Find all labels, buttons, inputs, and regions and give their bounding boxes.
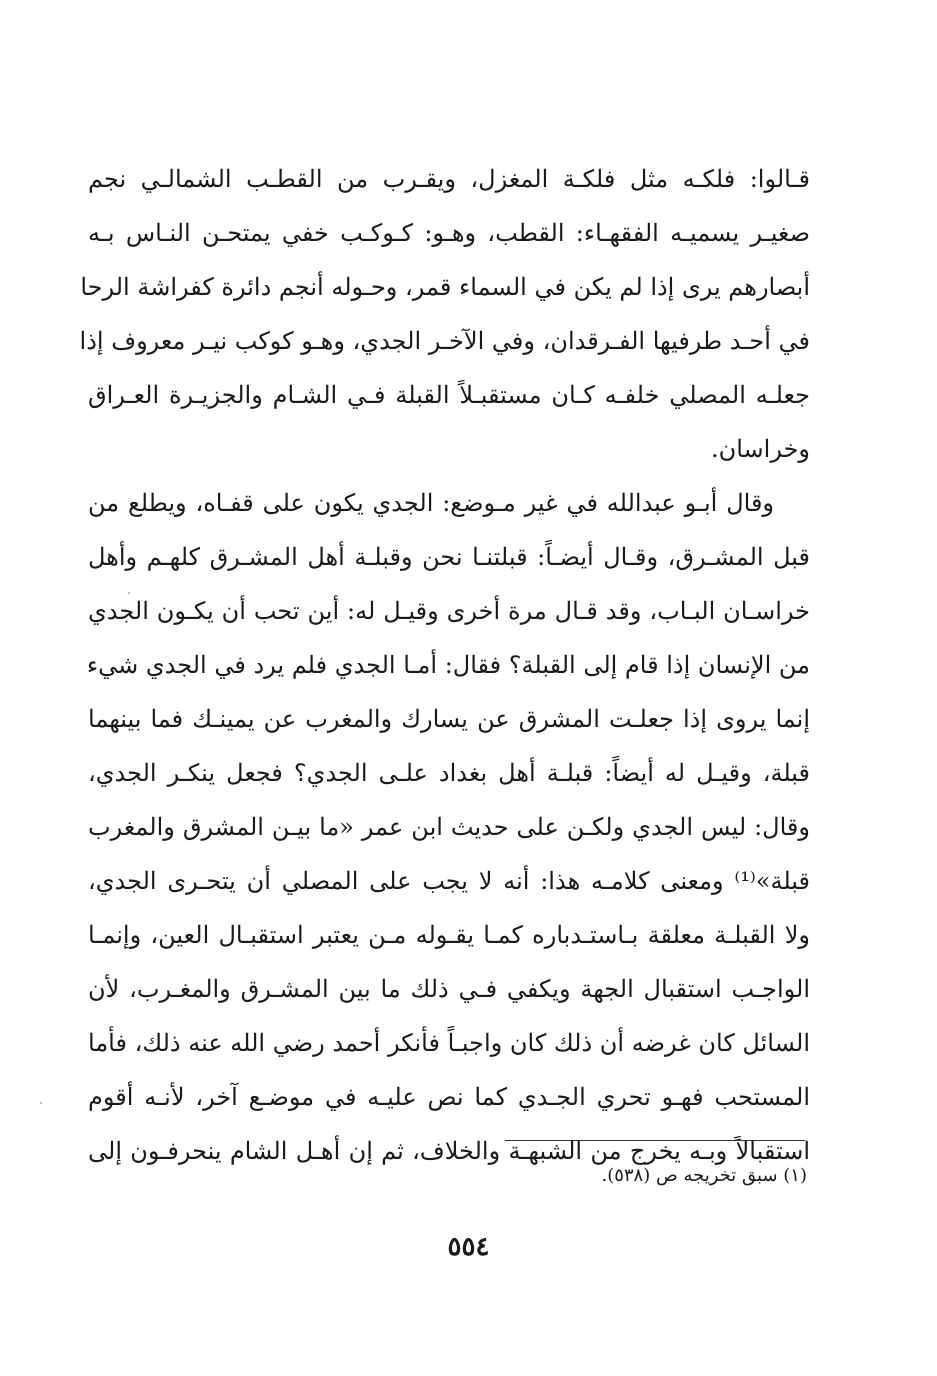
text-line-18: المستحب فهـو تحري الجـدي كما نص عليـه في موضـع آخر، لأنـه أقوم: [88, 1083, 810, 1111]
text-line-11: إنما يروى إذا جعلـت المشرق عن يسارك والمغرب عن يمينـك فما بينهما: [88, 705, 810, 733]
text-line-3: أبصارهم يرى إذا لم يكن في السماء قمر، وحـوله أنجم دائرة كفراشة الرحا: [80, 273, 810, 301]
scan-speck: [40, 1102, 42, 1104]
text-line-16: الواجـب استقبال الجهة ويكفي فـي ذلك ما بين المشـرق والمغـرب، لأن: [88, 975, 810, 1003]
main-text-block: [79, 152, 811, 1178]
text-line-9: خراسـان البـاب، وقد قـال مرة أخرى وقيـل له: أين تحب أن يكـون الجدي: [88, 597, 810, 625]
text-line-5: جعلـه المصلي خلفـه كـان مستقبـلاً القبلة فـي الشـام والجزيـرة العـراق: [88, 381, 810, 409]
footnote: (١) سبق تخريجه ص (٥٣٨).: [601, 1165, 807, 1186]
page-number: ٥٥٤: [447, 1232, 490, 1262]
text-line-12: قبلة، وقيـل له أيضاً: قبلـة أهل بغداد علـى الجدي؟ فجعل ينكـر الجدي،: [88, 759, 810, 787]
text-line-4: في أحـد طرفيها الفـرقدان، وفي الآخـر الجدي، وهـو كوكب نيـر معروف إذا: [79, 327, 810, 355]
footnote-separator: [505, 1140, 805, 1141]
text-line-6: وخراسان.: [710, 435, 810, 463]
text-line-7: وقال أبـو عبدالله في غير مـوضع: الجدي يكون على قفـاه، ويطلع من: [88, 489, 775, 517]
text-line-15: ولا القبلـة معلقة بـاستـدباره كمـا يقـوله مـن يعتبر استقبـال العين، وإنمـا: [88, 921, 810, 949]
text-line-8: قبل المشـرق، وقـال أيضـاً: قبلتنـا نحن وقبلـة أهل المشـرق كلهـم وأهل: [88, 543, 810, 571]
text-line-10: من الإنسان إذا قام إلى القبلة؟ فقال: أمـا الجدي فلم يرد في الجدي شيء: [86, 651, 810, 679]
text-line-19: استقبالاً وبـه يخرج من الشبهـة والخلاف، ثم إن أهـل الشام ينحرفـون إلى: [88, 1137, 811, 1165]
text-line-13: وقال: ليس الجدي ولكـن على حديث ابن عمر «ما بيـن المشرق والمغرب: [88, 813, 810, 841]
text-line-17: السائل كان غرضه أن ذلك كان واجبـاً فأنكر أحمد رضي الله عنه ذلك، فأما: [88, 1029, 810, 1057]
scan-speck: [128, 592, 130, 594]
text-line-14: قبلة»⁽¹⁾ ومعنى كلامـه هذا: أنه لا يجب على المصلي أن يتحـرى الجدي،: [88, 867, 810, 895]
text-line-1: قـالوا: فلكـه مثل فلكـة المغزل، ويقـرب من القطـب الشمالـي نجم: [88, 165, 811, 193]
text-line-2: صغيـر يسميـه الفقهـاء: القطب، وهـو: كـوكـب خفي يمتحـن النـاس بـه: [88, 219, 810, 247]
